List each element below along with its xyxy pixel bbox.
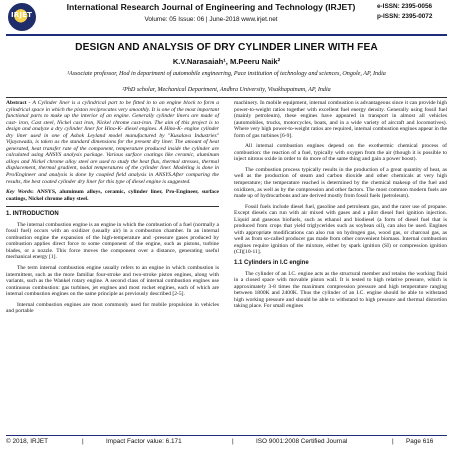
page-header	[6, 2, 447, 32]
affiliation-1: ¹Associate professor, Hod in department of automobile engineering, Pace institution of technology and sciences, Ongole, AP, India	[67, 71, 386, 77]
page-number: Page 616	[406, 438, 434, 445]
pissn: p-ISSN: 2395-0072	[377, 13, 433, 20]
left-column	[6, 100, 219, 319]
title-divider	[6, 97, 447, 98]
footer-sep-icon: |	[82, 438, 84, 445]
header-divider	[6, 34, 447, 36]
keywords	[6, 189, 219, 202]
footer-sep-icon: |	[392, 438, 394, 445]
keywords-label: Key Words	[6, 189, 33, 196]
paper-authors: K.V.Narasaiah¹, M.Peeru Naik²	[172, 57, 281, 66]
section-divider	[6, 206, 219, 207]
impact-factor: Impact Factor value: 6.171	[106, 438, 182, 445]
right-column	[234, 100, 447, 314]
paragraph: The cylinder of an I.C. engine acts as the structural member and retains the working fluid in a closed space with movable piston wall. It is tested to high relative pressure, which is approximately 3-8 times the maximum compression pressure and high temperature ranging between 1800K and 2400K. Thus the cylinder of an I.C. engine should be able to withstand high working pressure and should be able to withstand to high pressure and thermal distortion taking place. For small engines	[234, 270, 447, 310]
paragraph: Fossil fuels include diesel fuel, gasoline and petroleum gas, and the rarer use of propane. Except diesels can run with air mixed with gases and a pilot diesel fuel ignition injection. Liquid and gaseous biofuels, such as ethanol and biodiesel (a form of diesel fuel that is produced from crops that yield triglycerides such as soybean oil), can also be used. Engines with appropriate modifications can also run on hydrogen gas, wood gas, or charcoal gas, as well as from so-called producer gas made from other convenient biomass. Internal combustion engines require ignition of the mixture, either by spark ignition (SI) or compression ignition (CI)[10-11].	[234, 203, 447, 256]
keywords-text: : ANSYS, aluminum alloys, ceramic, cylinder liner, Pro-Engineer, surface coatings, Nickel chrome alloy steel.	[6, 189, 220, 202]
abstract-label: Abstract -	[6, 100, 33, 106]
section-heading-cylinders: 1.1 Cylinders in I.C engine	[234, 260, 309, 267]
journal-logo	[6, 2, 42, 32]
paragraph: machinery. In mobile equipment, internal combustion is advantageous since it can provide high power-to-weight ratios together with excellent fuel energy density. Generally using fossil fuel (mainly petroleum), these engines have appeared in transport in almost all vehicles (automobiles, trucks, motorcycles, boats, and in a wide variety of aircraft and locomotives). Where very high power-to-weight ratios are required, internal combustion engines appear in the form of gas turbines [6-9].	[234, 100, 447, 139]
logo-text: IRJET	[11, 11, 33, 19]
affiliation-2: ²PhD scholar, Mechanical Department, Andhra University, Visakhapatnam, AP, India	[122, 87, 331, 93]
paragraph: All internal combustion engines depend on the exothermic chemical process of combustion: the reaction of a fuel, typically with oxygen from the air (though it is possible to inject nitrous oxide in order to do more of the same thing and gain a power boost).	[234, 143, 447, 163]
paragraph: Internal combustion engines are most commonly used for mobile propulsion in vehicles and portable	[6, 301, 219, 315]
paper-title: DESIGN AND ANALYSIS OF DRY CYLINDER LINER WITH FEA	[75, 42, 378, 53]
eissn: e-ISSN: 2395-0056	[377, 3, 433, 10]
volume-issue-line: Volume: 05 Issue: 06 | June-2018 www.irjet.net	[144, 16, 278, 23]
footer-divider	[6, 435, 447, 436]
iso-certification: ISO 9001:2008 Certified Journal	[256, 438, 348, 445]
footer-sep-icon: |	[232, 438, 234, 445]
paragraph: The internal combustion engine is an engine in which the combustion of a fuel (normally a fossil fuel) occurs with an oxidizer (usually air) in a combustion chamber. In an internal combustion engine the expansion of the high-temperature and -pressure gases produced by combustion applies direct force to some component of the engine, such as pistons, turbine blades, or a nozzle. This force moves the component over a distance, generating useful mechanical energy [1].	[6, 221, 219, 261]
paragraph: The term internal combustion engine usually refers to an engine in which combustion is intermittent, such as the more familiar four-stroke and two-stroke piston engines, along with variants, such as the Wankel rotary engine. A second class of internal combustion engines use continuous combustion: gas turbines, jet engines and most rocket engines, each of which are internal combustion engines on the same principle as previously described [2-5].	[6, 265, 219, 298]
section-heading-introduction: 1. INTRODUCTION	[6, 211, 59, 218]
paragraph: The combustion process typically results in the production of a great quantity of heat, as well as the production of steam and carbon dioxide and other chemicals at very high temperature; the temperature reached is determined by the chemical makeup of the fuel and oxidizers, as well as by the compression and other factors. The most common modern fuels are made up of hydrocarbons and are derived mostly from fossil fuels (petroleum).	[234, 166, 447, 200]
journal-name: International Research Journal of Engineering and Technology (IRJET)	[66, 2, 356, 12]
copyright: © 2018, IRJET	[6, 438, 49, 445]
abstract	[6, 100, 219, 185]
abstract-text: A Cylinder liner is a cylindrical part to be fitted in to an engine block to form a cylindrical space in which the piston reciprocates very smoothly. It is one of the most important functional parts to make up the interior of an engine. Generally cylinder liners are made of cast- iron, Cast steel, Nickel cast iron, Nickel chrome cast-iron. The aim of this project is to design and analyze a dry cylinder liner for Hino-K- diesel engines. A Hino-K- engine cylinder dry liner used in one of Ashok Leyland model manufactured by "Kusalava Industries" Vijayawada, is taken as the standard dimensions for the present dry liner. The amount of heat generated, heat transfer rate of the component, temperature produced inside the cylinder are calculated using ANSYS analysis package. Various surface coatings like ceramic, aluminum alloys and Nickel chrome alloy steel are used to study the heat flux, thermal stresses, thermal displacement, thermal gradient, nodal temperatures of the cylinder liner. Modeling is done in Pro/Engineer and analysis is done by coupled field analysis in ANSYS.After comparing the results, the best coated cylinder dry liner for this type of diesel engine is suggested.	[6, 100, 219, 185]
